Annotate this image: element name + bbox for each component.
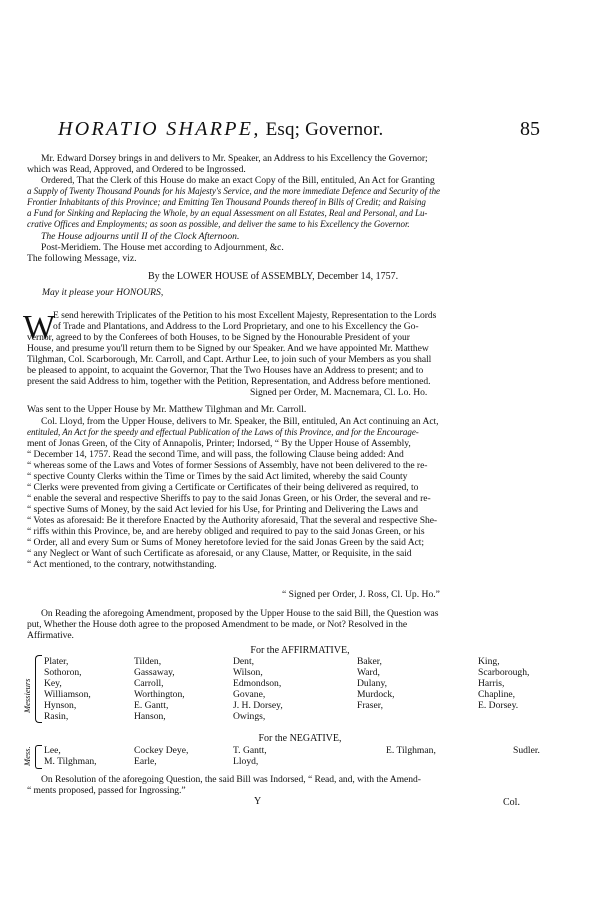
negative-column-5 (513, 745, 540, 756)
negative-column-2 (134, 745, 188, 767)
member-name: T. Gantt, (233, 745, 267, 756)
member-name: Baker, (357, 656, 382, 667)
member-name: Worthington, (134, 689, 185, 700)
text-line: crative Offices and Employments; as soon as possible, and deliver the same to his Excellency the Governor. (27, 219, 410, 229)
paragraph-resolution (27, 774, 421, 796)
text-line: “ riffs within this Province, be, and are hereby obliged and required to pay to the said Jonas Green, or his (27, 526, 425, 537)
text-line: On Resolution of the aforegoing Question, the said Bill was Indorsed, “ Read, and, with the Amend- (41, 774, 421, 785)
member-name: Ward, (357, 667, 380, 678)
text-line: “ spective Sums of Money, by the said Act levied for his Use, for Printing and Delivering the Laws and (27, 504, 419, 515)
mess-label: Mess. (22, 746, 32, 766)
adjournment-note: The House adjourns until II of the Clock Afternoon. (41, 231, 240, 242)
post-meridiem-line: Post-Meridiem. The House met according to Adjournment, &c. (41, 242, 284, 253)
member-name: Sudler. (513, 745, 540, 756)
text-line: Ordered, That the Clerk of this House do make an exact Copy of the Bill, entituled, An Act for Granting (41, 175, 435, 186)
member-name: E. Dorsey. (478, 700, 519, 711)
member-name: Chapline, (478, 689, 516, 700)
affirmative-column-5 (478, 656, 529, 711)
text-line: E send herewith Triplicates of the Petition to his most Excellent Majesty, Representation to the Lords (53, 310, 437, 321)
member-name: King, (478, 656, 500, 667)
text-line: House, and presume you'll return them to be Signed by our Speaker. And we have appointed Mr. Matthew (27, 343, 429, 354)
negative-column-4 (386, 745, 436, 756)
text-line: present the said Address to him, together with the Petition, Representation, and Address before mentioned. (27, 376, 431, 387)
running-head-rest: Esq; Governor. (260, 119, 384, 140)
negative-bracket (35, 745, 42, 769)
member-name: Wilson, (233, 667, 263, 678)
member-name: Earle, (134, 756, 157, 767)
member-name: Hanson, (134, 711, 166, 722)
member-name: Govane, (233, 689, 266, 700)
following-message-line: The following Message, viz. (27, 253, 137, 264)
affirmative-column-2 (134, 656, 185, 722)
member-name: Plater, (44, 656, 69, 667)
drop-cap: W (23, 309, 56, 346)
text-line: “ Clerks were prevented from giving a Certificate or Certificates of their being delivered as required, to (27, 482, 419, 493)
text-line: of Trade and Plantations, and Address to the Lord Proprietary, and one to his Excellency the Go- (53, 321, 419, 332)
negative-column-1 (44, 745, 97, 767)
catchword: Col. (503, 797, 520, 808)
text-line: “ spective County Clerks within the Time or Times by the said Act limited, whereby the said County (27, 471, 408, 482)
text-line: which was Read, Approved, and Ordered to be Ingrossed. (27, 164, 246, 175)
text-line: Affirmative. (27, 630, 74, 641)
member-name: Tilden, (134, 656, 162, 667)
running-head (58, 118, 383, 141)
paragraph-lloyd (27, 416, 439, 570)
sent-to-upper-house: Was sent to the Upper House by Mr. Matthew Tilghman and Mr. Carroll. (27, 404, 307, 415)
text-line: “ whereas some of the Laws and Votes of former Sessions of Assembly, have not been delivered to the re- (27, 460, 428, 471)
member-name: Dulany, (357, 678, 388, 689)
member-name: Owings, (233, 711, 266, 722)
text-line: “ Act mentioned, to the contrary, notwithstanding. (27, 559, 217, 570)
member-name: Dent, (233, 656, 255, 667)
affirmative-column-3 (233, 656, 283, 722)
message-heading: By the LOWER HOUSE of ASSEMBLY, December 14, 1757. (148, 271, 399, 282)
negative-column-3 (233, 745, 267, 767)
signature-ross: “ Signed per Order, J. Ross, Cl. Up. Ho.” (282, 589, 440, 600)
signature-mark: Y (254, 796, 262, 807)
text-line: “ Order, all and every Sum or Sums of Money heretofore levied for the said Jonas Green by the said Act; (27, 537, 425, 548)
text-line: a Supply of Twenty Thousand Pounds for his Majesty's Service, and the more immediate Defence and Security of the (27, 186, 440, 196)
text-line: Col. Lloyd, from the Upper House, delivers to Mr. Speaker, the Bill, entituled, An Act continuing an Act, (41, 416, 439, 427)
text-line: “ December 14, 1757. Read the second Time, and will pass, the following Clause being added: And (27, 449, 404, 460)
member-name: Sothoron, (44, 667, 82, 678)
member-name: Lee, (44, 745, 61, 756)
member-name: Lloyd, (233, 756, 259, 767)
message-body (27, 310, 436, 387)
paragraph-dorsey-address (27, 153, 428, 175)
member-name: Scarborough, (478, 667, 530, 678)
affirmative-column-1 (44, 656, 91, 722)
page-number: 85 (520, 118, 540, 140)
text-line: Mr. Edward Dorsey brings in and delivers to Mr. Speaker, an Address to his Excellency the Governor; (41, 153, 428, 164)
member-name: Harris, (478, 678, 505, 689)
paragraph-reading (27, 608, 438, 641)
text-line: entituled, An Act for the speedy and effectual Publication of the Laws of this Province, and for the Encourage- (27, 427, 419, 437)
affirmative-column-4 (357, 656, 395, 711)
affirmative-bracket (35, 655, 42, 723)
member-name: Carroll, (134, 678, 164, 689)
member-name: Gassaway, (134, 667, 175, 678)
text-line: On Reading the aforegoing Amendment, proposed by the Upper House to the said Bill, the Question was (41, 608, 439, 619)
member-name: Williamson, (44, 689, 91, 700)
messieurs-label: Messieurs (22, 678, 32, 713)
text-line: “ any Neglect or Want of such Certificate as aforesaid, or any Clause, Matter, or Requisite, in the said (27, 548, 412, 559)
member-name: Hynson, (44, 700, 77, 711)
text-line: “ enable the several and respective Sheriffs to pay to the said Jonas Green, or his Order, the several and re- (27, 493, 431, 504)
member-name: Murdock, (357, 689, 395, 700)
member-name: Fraser, (357, 700, 383, 711)
member-name: E. Tilghman, (386, 745, 436, 756)
text-line: Frontier Inhabitants of this Province; and Emitting Ten Thousand Pounds thereof in Bills of Credit; and Raising (27, 197, 426, 207)
text-line: a Fund for Sinking and Replacing the Whole, by an equal Assessment on all Estates, Real and Personal, and Lu- (27, 208, 428, 218)
member-name: Rasin, (44, 711, 69, 722)
text-line: “ Votes as aforesaid: Be it therefore Enacted by the Authority aforesaid, That the several and respective She- (27, 515, 438, 526)
member-name: Cockey Deye, (134, 745, 189, 756)
text-line: vernor, agreed to by the Conferees of both Houses, to be Signed by the Honourable President of your (27, 332, 410, 343)
affirmative-heading: For the AFFIRMATIVE, (250, 645, 350, 656)
salutation: May it please your HONOURS, (42, 287, 164, 298)
member-name: M. Tilghman, (44, 756, 97, 767)
text-line: ment of Jonas Green, of the City of Annapolis, Printer; Indorsed, “ By the Upper House of Assembly, (27, 438, 411, 449)
member-name: E. Gantt, (134, 700, 169, 711)
negative-heading: For the NEGATIVE, (258, 733, 342, 744)
text-line: put, Whether the House doth agree to the proposed Amendment to be made, or Not? Resolved in the (27, 619, 408, 630)
member-name: J. H. Dorsey, (233, 700, 283, 711)
text-line: Tilghman, Col. Scarborough, Mr. Carroll, and Capt. Arthur Lee, to join such of your Members as you shall (27, 354, 432, 365)
running-head-name: HORATIO SHARPE, (58, 118, 261, 140)
text-line: “ ments proposed, passed for Ingrossing.” (27, 785, 186, 796)
text-line: be pleased to appoint, to acquaint the Governor, That the Two Houses have an Address to present; and to (27, 365, 424, 376)
member-name: Edmondson, (233, 678, 282, 689)
member-name: Key, (44, 678, 62, 689)
signature-macnemara: Signed per Order, M. Macnemara, Cl. Lo. Ho. (250, 387, 428, 398)
paragraph-ordered (27, 175, 440, 230)
